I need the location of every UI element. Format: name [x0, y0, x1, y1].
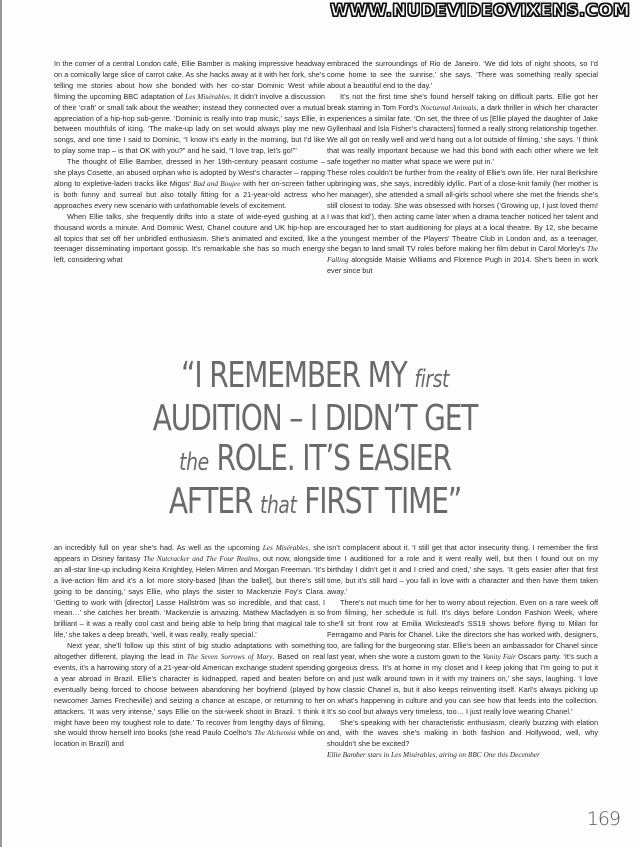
paragraph-text: Oscars party. ‘It’s such a gorgeous dress. It’s at home in my closet and I keep joking that I’m going to put it on and just walk around town in it with my trainers on,’ she says, laughing. ‘I love how classic Chanel is, but it also keeps reinventing itself. Karl’s always picking up on what’s happening in culture and you can see how that feeds into the collection. It’s so cool but always very timeless, too… I just really love wearing Chanel.’	[327, 652, 598, 716]
pull-quote	[147, 356, 482, 525]
watermark: WWW.NUDEVIDEOVIXENS.COM	[330, 1, 630, 21]
pull-quote-italic: the	[179, 448, 209, 476]
paragraph-text: When Ellie talks, she frequently drifts into a state of wide-eyed gushing at a thousand words a minute. And Dominic West, Chanel couture and UK hip-hop are all topics that set off her unbridled enthusiasm. She’s animated and excited, like a teenager disseminating important gossip. It’s remarkable she has so much energy left, considering what	[54, 211, 325, 265]
article-paragraph	[54, 543, 325, 641]
paragraph-text: , out now, alongside an all-star line-up including Keira Knightley, Helen Mirren and Morgan Freeman. ‘It’s a live-action film and it’s a lot more story-based [than the ballet], but there’s still going to be dancing,’ says Ellie, who plays the sister to Mackenzie Foy’s Clara. ‘Getting to work with [director] Lasse Hallström was so incredible, and that cast, I mean…’ she catches her breath. ‘Mackenzie is amazing. Mathew Macfadyen is so brilliant – it was a really cool cast and being able to help bring that magical tale to life,’ she takes a deep breath, ‘well, it was really, really special.’	[54, 553, 325, 640]
article-paragraph	[327, 59, 598, 92]
paragraph-text: There’s not much time for her to worry about rejection. Even on a rare week off from filming, her schedule is full. It’s days before London Fashion Week, where she’ll sit front row at Emilia Wickstead’s SS19 shows before flying to Milan for Ferragamo and Paris for Chanel. Like the directors she has worked with, designers, too, are falling for the burgeoning star. Ellie’s been an ambassador for Chanel since last year, when she wore a custom gown to the	[327, 597, 598, 662]
paragraph-text: Next year, she’ll follow up this stint of big studio adaptations with something altogether different, playing the lead in	[54, 641, 325, 662]
paragraph-text: . Based on real events, it’s a harrowing story of a 21-year-old American exchange student spending a year abroad in Brazil. Ellie’s character is kidnapped, raped and beaten before eventually being forced to choose between abandoning her boyfriend (played by newcomer James Frecheville) and seizing a chance at escape, or returning to her attackers. ‘It was very intense,’ says Ellie on the six-week shoot in Brazil. ‘I think it might have been my toughest role to date.’ To recover from lengthy days of filming, she would throw herself into books (she read Paulo Coelho’s	[54, 652, 326, 738]
article-paragraph	[327, 718, 598, 751]
article-paragraph	[54, 59, 325, 157]
article-column-2	[327, 59, 598, 277]
paragraph-text: while on location in Brazil) and	[54, 728, 325, 749]
italic-title: Vanity Fair	[482, 652, 516, 662]
pull-quote-line-2: AUDITION – I DIDN’T GET	[152, 398, 478, 439]
paragraph-text: an incredibly full on year she’s had. As well as the upcoming	[54, 543, 263, 552]
paragraph-text: It’s not the first time she’s found herself taking on difficult parts. Ellie got her break starring in Tom Ford’s	[327, 91, 598, 112]
article-paragraph	[327, 92, 598, 168]
italic-title: The Alchemist	[254, 728, 296, 738]
article-paragraph	[54, 641, 325, 750]
italic-title: Nocturnal Animals	[420, 102, 477, 112]
article-column-4	[327, 543, 598, 761]
article-paragraph	[327, 168, 598, 277]
pull-quote-text: AFTER	[168, 481, 261, 522]
pull-quote-line-3	[147, 439, 482, 482]
italic-title: The Nutcracker and The Four Realms	[143, 553, 259, 563]
paragraph-text: alongside Maisie Williams and Florence Pugh in 2014. She’s been in work ever since but	[327, 255, 598, 276]
pull-quote-italic: first	[414, 365, 450, 393]
pull-quote-line-1	[147, 356, 482, 399]
article-column-3	[54, 543, 325, 750]
paragraph-text: , she appears in Disney fantasy	[54, 543, 326, 563]
page-edge-line	[0, 0, 2, 847]
article-paragraph	[54, 157, 325, 212]
pull-quote-line-4	[147, 482, 482, 525]
italic-title: Les Misérables	[185, 91, 230, 101]
article-paragraph	[327, 598, 598, 718]
pull-quote-italic: that	[260, 491, 297, 519]
page-number: 169	[586, 808, 620, 830]
italic-title: Bad and Boujee	[193, 178, 241, 188]
paragraph-text: . It didn’t involve a discussion of their ‘craft’ or small talk about the weather; instead they connected over a mutual appreciation of a hip-hop sub-genre. ‘Dominic is really into trap music,’ says Ellie, in between mouthfuls of icing. ‘The make-up lady on set would always play me new songs, and one time I said to Dominic, “I know it’s early in the morning, but I’d like to play some trap – is that OK with you?” and he said, “I love trap, let’s go!”’	[54, 91, 325, 156]
paragraph-text: , a dark thriller in which her character experiences a similar fate. ‘On set, the three of us [Ellie played the daughter of Jake Gyllenhaal and Isla Fisher’s characters] formed a really strong relationship together. We all got on really well and we’d hang out a lot outside of filming,’ she says. ‘I think that was really important because we had this bond with each other where we felt safe together no matter what space we were put in.’	[327, 102, 598, 167]
paragraph-text: She’s speaking with her characteristic enthusiasm, clearly buzzing with elation and, with the waves she’s making in both fashion and Hollywood, well, why shouldn’t she be excited?	[327, 717, 598, 749]
pull-quote-text: ROLE. IT’S EASIER	[208, 438, 451, 479]
italic-title: Les Misérables	[262, 543, 309, 552]
italic-title: The Seven Sorrows of Mary	[186, 652, 273, 662]
paragraph-text: isn’t complacent about it. ‘I still get that actor insecurity thing. I remember the first time I auditioned for a role and it went really well, but then I found out on my birthday I didn’t get it and I cried and cried,’ she says. ‘It gets easier after that first time, but it’s still hard – you fall in love with a character and then have them taken away.’	[327, 543, 598, 596]
paragraph-text: with her on-screen father is both funny and surreal but also totally fitting for a 21-year-old actress who approaches every new scenario with unfathomable levels of excitement.	[54, 178, 325, 210]
paragraph-text: In the corner of a central London café, Ellie Bamber is making impressive headway on a comically large slice of carrot cake. As she hacks away at it with her fork, she’s telling me stories about how she bonded with her co-star Dominic West while filming the upcoming BBC adaptation of	[54, 59, 325, 101]
paragraph-text: The thought of Ellie Bamber, dressed in her 19th-century peasant costume – she plays Cosette, an abused orphan who is adopted by West’s character – rapping along to expletive-laden tracks like Migos’	[54, 157, 325, 188]
article-paragraph	[54, 212, 325, 267]
italic-title: The Falling	[327, 244, 598, 265]
article-paragraph	[327, 543, 598, 598]
paragraph-text: These roles couldn’t be further from the reality of Ellie’s own life. Her rural Berkshire upbringing was, she says, incredibly idyllic. Part of a close-knit family (her mother is her manager), she attended a small all-girls school where she met the friends she’s still closest to today. She was obsessed with horses (‘Growing up, I just loved them! I was that kid’), then acting came later when a drama teacher noticed her talent and encouraged her to start auditioning for plays at a local theatre. By 12, she became the youngest member of the Players’ Theatre Club in London and, as a teenager, she began to land small TV roles before making her film debut in Carol Morley’s	[327, 168, 598, 254]
credit-line: Ellie Bamber stars in Les Misérables, airing on BBC One this December	[327, 750, 540, 760]
pull-quote-text: FIRST TIME”	[296, 481, 462, 522]
paragraph-text: embraced the surroundings of Rio de Janeiro. ‘We did lots of night shoots, so I’d come home to see the sunrise,’ she says. ‘There was something really special about a beautiful end to the day.’	[327, 59, 598, 90]
article-column-1	[54, 59, 325, 266]
pull-quote-text: “I REMEMBER MY	[180, 355, 415, 396]
